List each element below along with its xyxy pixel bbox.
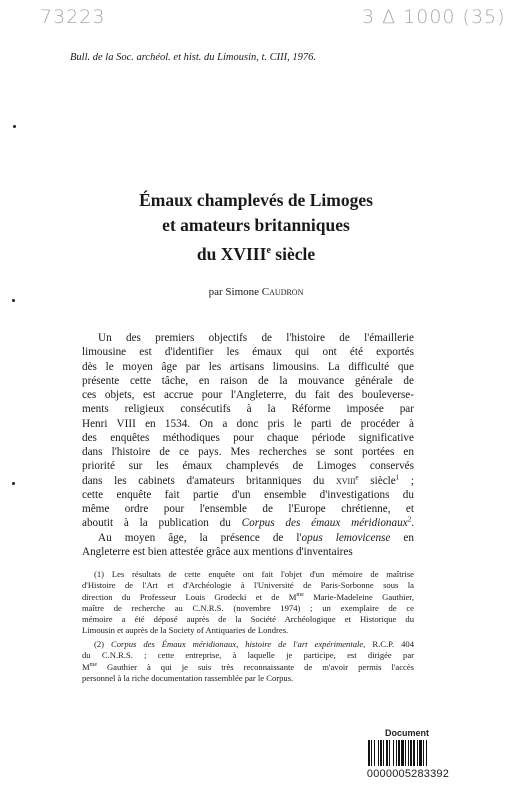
author-byline [0,286,512,298]
margin-mark [12,482,15,485]
author-surname: Caudron [261,286,304,298]
barcode-bar [426,740,427,766]
body-fragment: aboutit à la publication du [82,517,242,530]
body-line [82,516,414,530]
title-century: du XVIII [196,243,267,264]
barcode-bar [383,740,384,766]
barcode-bar [405,740,406,766]
handwritten-reference: 3 Δ 1000 (35) [362,6,506,28]
barcode-bar [398,740,400,766]
footnote-fragment: direction du Professeur Louis Grodecki et de M [82,591,297,602]
body-line: Henri VIII en 1534. On a donc pris le parti de procéder à [82,417,414,430]
body-line: Un des premiers objectifs de l'histoire de l'émaillerie [98,332,414,344]
barcode-number: 0000005283392 [366,768,450,780]
body-line: Angleterre est bien attestée grâce aux mentions d'inventaires [82,545,353,558]
footnote-ref-2: 2 [407,515,412,524]
footnote-line: personnel à la riche documentation rassemblée par le Corpus. [82,672,294,683]
footnote-fragment: Marie-Madeleine Gauthier, [303,591,414,602]
footnote-fragment: Gauthier à qui je suis très reconnaissante de m'avoir permis l'accès [97,661,414,672]
corpus-title: Corpus des Émaux méridionaux, histoire de l'art expérimentale [111,639,364,649]
body-fragment: ; [399,474,415,487]
barcode-bar [401,740,404,766]
footnote-line [82,639,414,650]
footnote-line: (1) Les résultats de cette enquête ont fait l'objet d'un mémoire de maîtrise [94,569,414,579]
footnote-line [82,662,414,673]
footnote-fragment: (2) [94,639,112,649]
footnote-line: du C.N.R.S. ; cette entreprise, à laquelle je participe, est dirigée par [82,650,414,661]
barcode-bar [380,740,382,766]
body-line [82,474,414,488]
barcode-bar [419,740,422,766]
body-line: ments religieux consécutifs à la Réforme imposée par [82,403,414,416]
body-fragment: siècle [358,474,396,487]
barcode-bar [371,740,372,766]
body-line: des enquêtes méthodiques pour chaque période significative [82,431,414,444]
barcode-bar [378,740,379,766]
body-line: présente cette tâche, en raison de la mouvance générale de [82,374,414,387]
footnote-fragment: M [82,661,90,672]
article-title [0,188,512,267]
footnote-line: maître de recherche au C.N.R.S. (novembre 1974) ; un exemplaire de ce [82,602,414,613]
barcode-icon [368,740,448,766]
title-abbrev-suffix: me [296,591,304,598]
body-line [82,531,414,545]
body-fragment: en [390,531,414,544]
footnote-1 [82,569,414,637]
barcode-bar [386,740,388,766]
century-numeral: xviii [335,474,356,487]
body-fragment: Au moyen âge, la présence de l' [98,531,302,544]
corpus-title: Corpus des émaux méridionaux [241,517,408,530]
footnote-fragment: , R.C.P. 404 [363,639,415,649]
title-century-suffix: e [266,245,271,256]
title-line-2: et amateurs britanniques [162,215,350,235]
footnote-2 [82,639,414,684]
title-line-3 [0,238,512,267]
century-suffix: e [355,472,359,481]
body-fragment: dans les cabinets d'amateurs britanniques du [82,474,336,487]
barcode-bar [413,740,415,766]
author-prefix: par Simone [208,286,262,298]
margin-mark [12,299,15,302]
body-fragment: . [411,517,414,530]
barcode-bar [423,740,424,766]
body-line: même ordre pour l'ensemble de l'Europe chrétienne, et [82,503,414,515]
body-text [82,331,414,559]
body-line: cette enquête fait partie d'un ensemble d'investigations du [82,488,414,501]
footnote-line: mémoire a été déposé auprès de la Société Archéologique et Historique du [82,614,414,625]
title-line-1: Émaux champlevés de Limoges [139,190,373,210]
barcode-bar [410,740,412,766]
barcode-bar [368,740,370,766]
body-line: priorité sur les émaux champlevés de Limoges conservés [82,460,414,473]
footnote-line [82,592,414,603]
title-word: siècle [270,243,316,264]
body-line: dans l'histoire de ce pays. Mes recherches se sont portées en [82,446,414,458]
body-line: limousine est d'identifier les émaux qui ont été exportés [82,346,414,359]
barcode-bar [374,740,375,766]
barcode-bar [393,740,394,766]
opus-term: opus lemovicense [301,531,391,544]
body-line: dès le moyen âge par les artisans limousins. La difficulté que [82,360,414,373]
journal-citation: Bull. de la Soc. archéol. et hist. du Limousin, t. CIII, 1976. [70,52,317,63]
document-stamp-label: Document [384,728,429,738]
handwritten-shelfmark: 73223 [40,6,106,28]
barcode-bar [389,740,390,766]
barcode-bar [408,740,409,766]
barcode-bar [417,740,418,766]
footnote-line: Limousin et auprès de la Society of Antiquaries de Londres. [82,625,289,636]
barcode-bar [396,740,397,766]
footnote-ref-1: 1 [395,472,400,481]
margin-mark [13,125,16,128]
body-line: ces objets, est accrue pour l'Angleterre, du fait des bouleverse- [82,389,414,401]
title-abbrev-suffix: me [89,661,97,668]
footnote-line: d'Histoire de l'Art et d'Archéologie à l'Université de Paris-Sorbonne sous la [82,580,414,591]
